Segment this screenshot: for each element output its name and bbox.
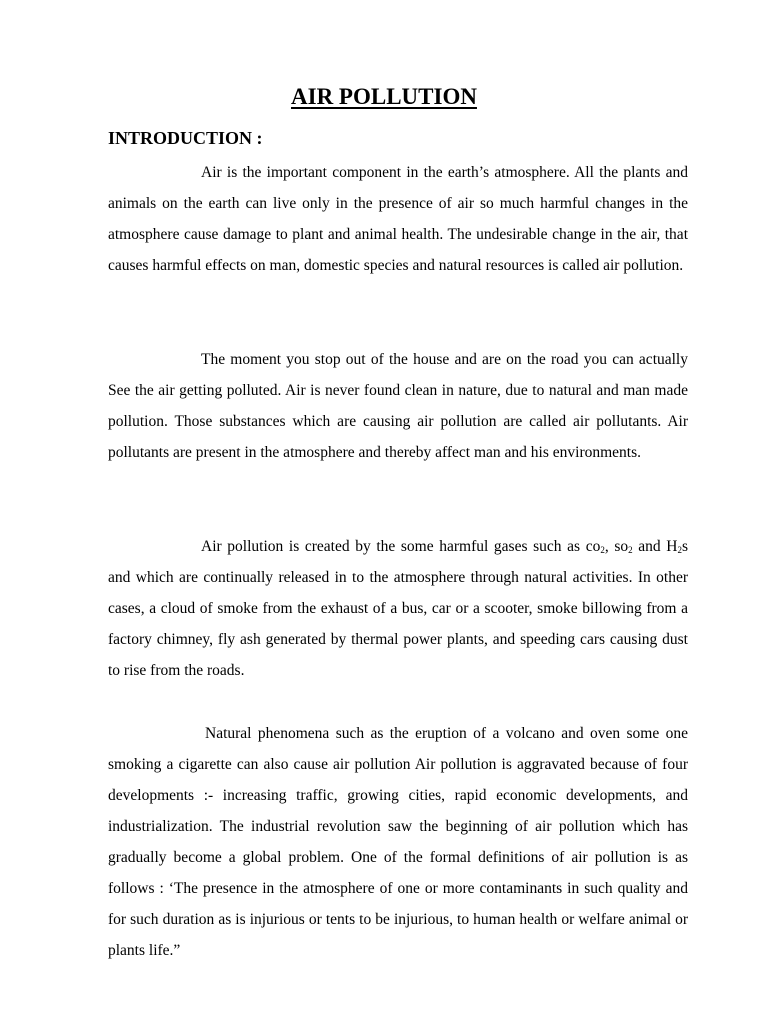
paragraph-4: Natural phenomena such as the eruption of a volcano and oven some one smoking a cigarette can also cause air pollution Air pollution is aggravated because of four developments :- increasing traffic, growing cities, rapid economic developments, and industrialization. The industrial revolution saw the beginning of air pollution which has gradually become a global problem. One of the formal definitions of air pollution is as follows : ‘The presence in the atmosphere of one or more contaminants in such quality and for such duration as is injurious or tents to be injurious, to human health or welfare animal or plants life.” (108, 725, 688, 959)
so2-subscript: 2 (628, 545, 633, 555)
paragraph-3-text-3: and H (632, 538, 678, 555)
paragraph-3-text-2: , so (604, 538, 629, 555)
document-title: AIR POLLUTION (291, 84, 477, 109)
paragraph-3-text-4: s and which are continually released in to the atmosphere through natural activities. In other cases, a cloud of smoke from the exhaust of a bus, car or a scooter, smoke billowing from a factory chimney, fly ash generated by thermal power plants, and speeding cars causing dust to rise from the roads. (108, 538, 688, 679)
paragraph-2: The moment you stop out of the house and are on the road you can actually See the air getting polluted. Air is never found clean in nature, due to natural and man made pollution. Those substances which are causing air pollution are called air pollutants. Air pollutants are present in the atmosphere and thereby affect man and his environments. (108, 351, 688, 461)
paragraph-3 (108, 531, 688, 686)
paragraph-1: Air is the important component in the earth’s atmosphere. All the plants and animals on the earth can live only in the presence of air so much harmful changes in the atmosphere cause damage to plant and animal health. The undesirable change in the air, that causes harmful effects on man, domestic species and natural resources is called air pollution. (108, 164, 688, 274)
paragraph-3-text-1: Air pollution is created by the some harmful gases such as co (201, 538, 601, 555)
co2-subscript: 2 (600, 545, 605, 555)
h2s-subscript: 2 (677, 545, 682, 555)
section-heading: INTRODUCTION : (108, 128, 263, 148)
